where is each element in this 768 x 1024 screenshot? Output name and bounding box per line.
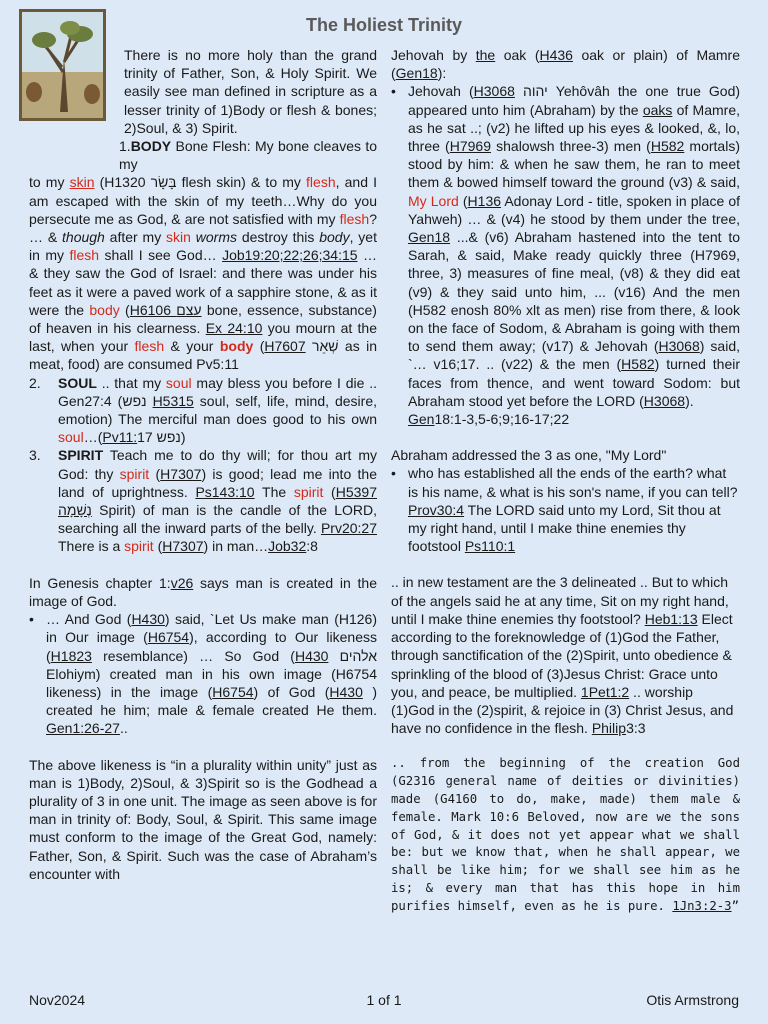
h7307-link[interactable]: H7307: [160, 465, 202, 482]
h3068-link-3[interactable]: H3068: [643, 392, 686, 409]
h582-link[interactable]: H582: [650, 138, 685, 155]
genesis-paragraph: In Genesis chapter 1:v26 says man is created in the image of God.: [29, 574, 377, 609]
job-ref-link[interactable]: Job19:20;22;26;34:15: [222, 247, 358, 264]
gen-ref-link[interactable]: Gen1:26-27: [46, 720, 120, 737]
v26-link[interactable]: v26: [170, 574, 194, 591]
ends-bullet: • who has established all the ends of the earth? what is his name, & what is his son's name, if you can tell? Prov30:4 The LORD said unto my Lord, Sit thou at my right hand, until I make thine enemies thy footstool Ps110:1: [391, 465, 738, 555]
h136-link[interactable]: H136: [467, 192, 502, 209]
jehovah-bullet: • Jehovah (H3068 יהוה Yehôvâh the one true God) appeared unto him (Abraham) by the oaks of Mamre, as he sat ..; (v2) he lifted up his eyes & looked, &, lo, three (H7969 shalowsh three-3) men (H582 mortals) stood by him: & when he saw them, he ran to meet them & bowed himself toward the ground (v3) & said, My Lord (H136 Adonay Lord - title, spoken in place of Yahweh) … & (v4) he stood by them under the tree, Gen18 ...& (v6) Abraham hastened into the tent to Sarah, & said, Make ready quickly three (H7969, three, 3) measures of fine meal, (v8) & they did eat (v9) & they said unto him, ... (v16) And the men (H582 enosh 80% xlt as men) rise from there, & look on the face of Sodom, & Abraham is going with them to send them away; (v17) & Jehovah (H3068) said, `… v16;17. .. (v22) & the men (H582) turned their faces from thence, and went toward Sodom: but Abraham stood yet before the LORD (H3068). Gen18:1-3,5-6;9;16-17;22: [391, 83, 741, 428]
bullet-icon: •: [391, 83, 396, 100]
soul-item: 2. SOUL .. that my soul may bless you before I die .. Gen27:4 (נפש H5315 soul, self, life, mind, desire, emotion) The merciful man does good to his own soul…(Pv11:17 נפש): [29, 374, 378, 446]
heb-link[interactable]: Heb1:13: [644, 610, 698, 627]
h582-link-2[interactable]: H582: [621, 356, 655, 373]
page-title: The Holiest Trinity: [305, 15, 463, 35]
h5315-link[interactable]: H5315: [152, 392, 194, 409]
bullet-icon: •: [391, 465, 396, 482]
pet-link[interactable]: 1Pet1:2: [580, 683, 630, 700]
ps110-link[interactable]: Ps110:1: [464, 538, 516, 555]
body-item-lead: 1.BODY Bone Flesh: My bone cleaves to my: [119, 138, 377, 173]
mamre-intro: Jehovah by the oak (H436 oak or plain) of Mamre (Gen18):: [391, 47, 741, 82]
h6754-link-2[interactable]: H6754: [212, 683, 254, 700]
gen18-link-2[interactable]: Gen18: [408, 229, 451, 246]
nt-paragraph: .. in new testament are the 3 delineated .. But to which of the angels said he at any time, Sit on my right hand, until I make thine enemies thy footstool? Heb1:13 Elect according to the foreknowledge of (1)God the Father, through sanctification of the (2)Spirit, unto obedience & sprinkling of the blood of (3)Jesus Christ: Grace unto you, and peace, be multiplied. 1Pet1:2 .. worship (1)God in the (2)spirit, & rejoice in (3) Christ Jesus, and have no confidence in the flesh. Philip3:3: [391, 574, 734, 737]
gen18-link[interactable]: Gen18: [395, 65, 438, 82]
body-item: to my skin (H1320 בָּשָׂר flesh skin) & to my flesh, and I am escaped with the skin of my teeth…Why do you persecute me as God, & are not satisfied with my flesh? … & though after my skin worms destroy this body, yet in my flesh shall I see God… Job19:20;22;26;34:15 … & they saw the God of Israel: and there was under his feet as it were a paved work of a sapphire stone, & as it were the body (H6106 עצם bone, essence, substance) of heaven in his clearness. Ex 24:10 you mourn at the last, when your flesh & your body (H7607 שְׁאֵר as in meat, food) are consumed Pv5:11: [29, 174, 378, 373]
h7969-link[interactable]: H7969: [449, 138, 491, 155]
footer-date: Nov2024: [29, 992, 86, 1008]
h430-link-3[interactable]: H430: [329, 683, 363, 700]
h7307-link-2[interactable]: H7307: [162, 538, 204, 555]
philip-link[interactable]: Philip: [591, 720, 627, 737]
footer-page-number: 1 of 1: [366, 992, 402, 1008]
prov-ref-link[interactable]: Prov30:4: [408, 501, 465, 518]
creation-paragraph: .. from the beginning of the creation God (G2316 general name of deities or divinities) made (G4160 to do, make, made) them male & female. Mark 10:6 Beloved, now are we the sons of God, & it does not yet appear what we shall be: but we know that, when he shall appear, we shall be like him; for we shall see him as he is; & every man that has this hope in him purifies himself, even as he is pure. 1Jn3:2-3”: [391, 756, 740, 913]
genesis-bullet: • … And God (H430) said, `Let Us make man (H126) in Our image (H6754), according to Our likeness (H1823 resemblance) … So God (H430 אלהים Elohiym) created man in his own image (H6754 likeness) in the image (H6754) of God (H430 ) created he him; male & female created He them. Gen1:26-27..: [29, 611, 378, 737]
h436-link[interactable]: H436: [539, 47, 573, 63]
likeness-paragraph: The above likeness is “in a plurality within unity” just as man is 1)Body, 2)Soul, & 3)Spirit so is the Godhead a plurality of 3 in one unit. The image as seen above is for man in trinity of: Body, Soul, & Spirit. This same image must conform to the image of the Great God, namely: Father, Son, & Spirit. Such was the case of Abraham’s encounter with: [29, 756, 377, 882]
h3068-link[interactable]: H3068: [473, 83, 515, 100]
h6106-link[interactable]: H6106 עצם: [129, 301, 202, 318]
prv-ref-link[interactable]: Prv20:27: [320, 520, 377, 537]
jn-link[interactable]: 1Jn3:2-3: [672, 898, 732, 913]
spirit-item: 3. SPIRIT Teach me to do thy will; for thou art my God: thy spirit (H7307) is good; lead me into the land of uprightness. Ps143:10 The spirit (H5397 נְשָׁמָה Spirit) of man is the candle of the LORD, searching all the inward parts of the belly. Prv20:27 There is a spirit (H7307) in man…Job32:8: [29, 447, 377, 555]
address-line: Abraham addressed the 3 as one, "My Lord": [391, 447, 667, 464]
h6754-link[interactable]: H6754: [147, 629, 190, 646]
left-column: [29, 46, 377, 883]
footer-author: Otis Armstrong: [646, 992, 739, 1008]
ps143-link[interactable]: Ps143:10: [195, 483, 255, 500]
h7607-link[interactable]: H7607: [264, 338, 306, 355]
intro-paragraph: There is no more holy than the grand trinity of Father, Son, & Holy Spirit. We easily see man defined in scripture as a lesser trinity of 1)Body or flesh & bones; 2)Soul, & 3) Spirit.: [124, 47, 377, 136]
h430-link-2[interactable]: H430: [294, 647, 329, 664]
right-column: [391, 46, 740, 915]
ex-ref-link[interactable]: Ex 24:10: [205, 320, 263, 337]
h5397-link[interactable]: H5397 נְשָׁמָה: [58, 483, 377, 519]
pv-ref-link[interactable]: Pv11:: [102, 429, 138, 446]
h1823-link[interactable]: H1823: [50, 647, 92, 664]
h3068-link-2[interactable]: H3068: [658, 338, 700, 355]
h430-link[interactable]: H430: [131, 611, 165, 628]
bullet-icon: •: [29, 611, 34, 628]
gen-link[interactable]: Gen: [408, 411, 435, 428]
job32-link[interactable]: Job32: [268, 538, 307, 555]
